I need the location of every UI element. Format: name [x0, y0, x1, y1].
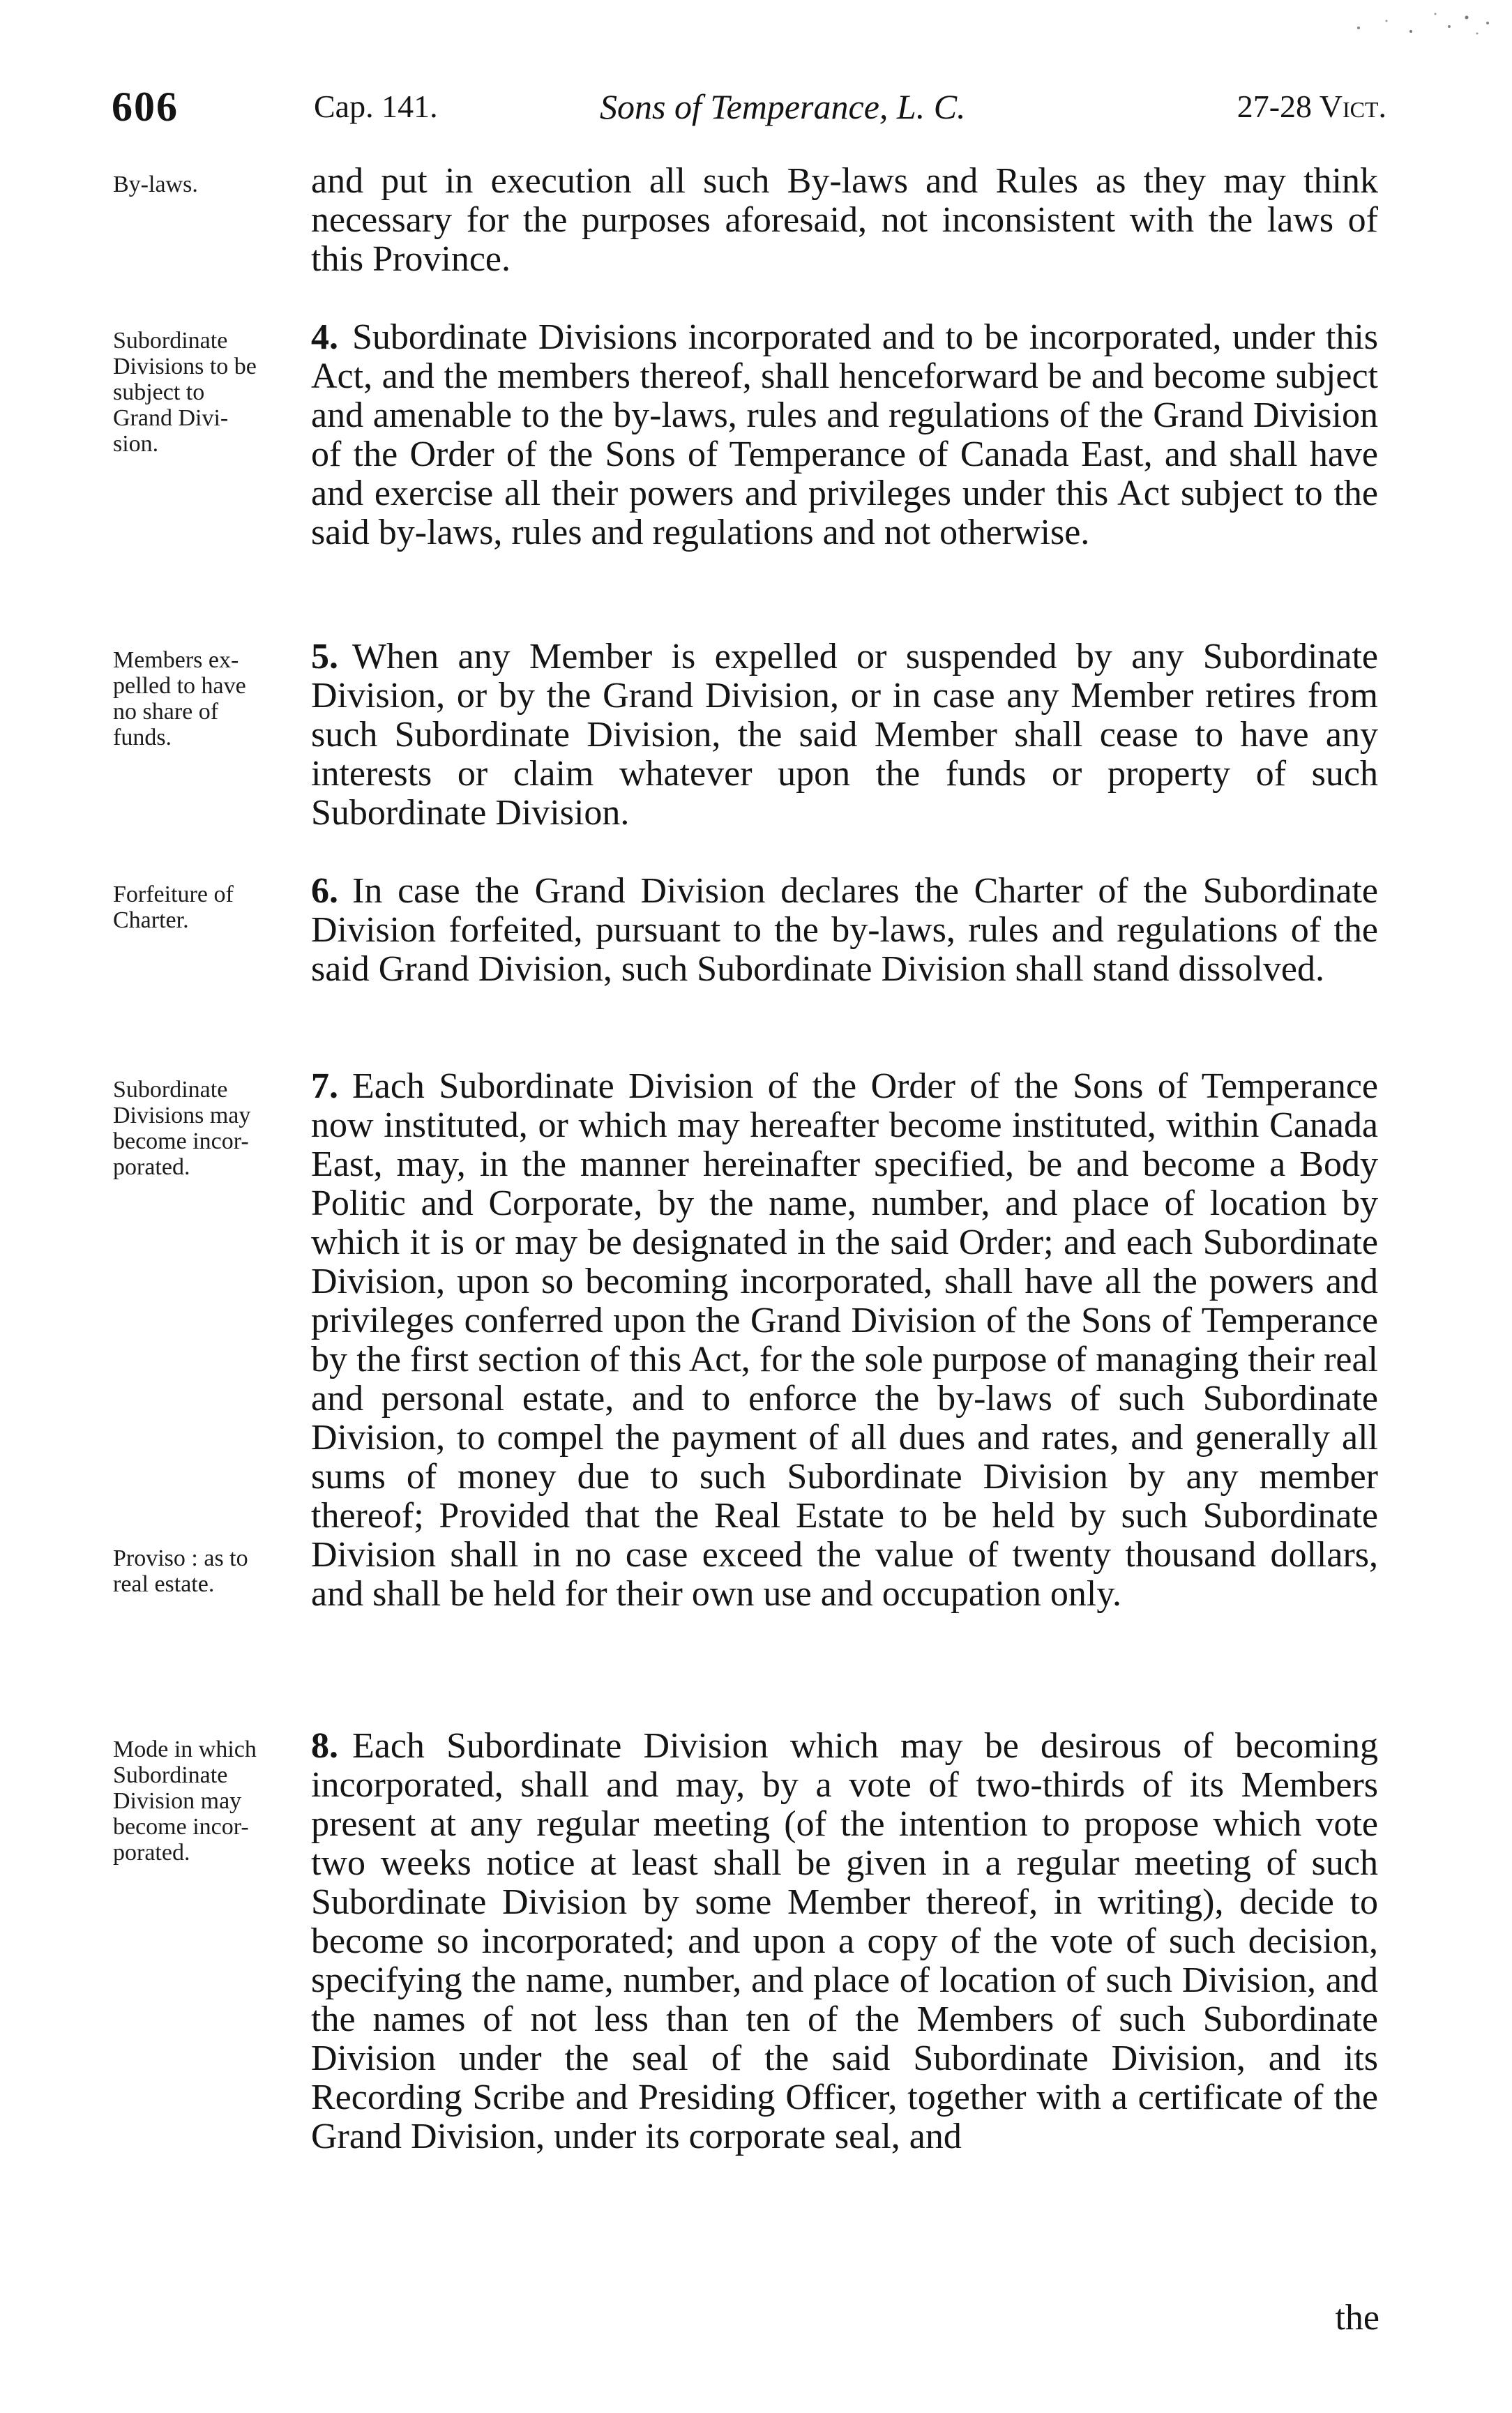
section-number: 8.	[311, 1726, 338, 1766]
margin-note	[113, 328, 312, 457]
section-number: 4.	[311, 317, 338, 357]
section-number: 5.	[311, 637, 338, 676]
section-number: 7.	[311, 1066, 338, 1106]
section-text	[311, 318, 1378, 552]
margin-note-line: Charter.	[113, 907, 189, 933]
margin-note-line: By-laws.	[113, 172, 198, 197]
margin-note-line: Subordinate	[113, 1077, 228, 1103]
margin-note	[113, 647, 312, 750]
margin-note-line: subject to	[113, 379, 205, 405]
margin-note	[113, 1737, 312, 1866]
section-body: In case the Grand Division declares the Charter of the Subordinate Division forfeited, pursuant to the by-laws, rules and regulations of the said Grand Division, such Subordinate Division shall stand dissolved.	[311, 871, 1378, 989]
regnal-year-text: 27-28 Vict.	[1237, 89, 1386, 124]
section-body: Each Subordinate Division of the Order of the Sons of Temperance now instituted, or which may hereafter become instituted, within Canada East, may, in the manner hereinafter specified, be and become a Body Politic and Corporate, by the name, number, and place of location by which it is or may be designated in the said Order; and each Subordinate Division, upon so becoming incorporated, shall have all the powers and privileges conferred upon the Grand Division of the Sons of Temperance by the first section of this Act, for the sole purpose of managing their real and personal estate, and to enforce the by-laws of such Subordinate Division, to compel the payment of all dues and rates, and generally all sums of money due to such Subordinate Division by any member thereof; Provided that the Real Estate to be held by such Subordinate Division shall in no case exceed the value of twenty thousand dollars, and shall be held for their own use and occupation only.	[311, 1066, 1378, 1614]
section-body: Subordinate Divisions incorporated and to be incorporated, under this Act, and the members thereof, shall henceforward be and become subject and amenable to the by-laws, rules and regulations of the Grand Division of the Order of the Sons of Temperance of Canada East, and shall have and exercise all their powers and privileges under this Act subject to the said by-laws, rules and regulations and not otherwise.	[311, 317, 1378, 552]
section-body: When any Member is expelled or suspended by any Subordinate Division, or by the Grand Division, or in case any Member retires from such Subordinate Division, the said Member shall cease to have any interests or claim whatever upon the funds or property of such Subordinate Division.	[311, 637, 1378, 833]
margin-note-line: real estate.	[113, 1571, 215, 1597]
margin-note-line: funds.	[113, 725, 172, 750]
page-number: 606	[112, 84, 179, 130]
margin-note-line: Subordinate	[113, 328, 228, 354]
margin-note-line: Forfeiture of	[113, 882, 234, 907]
section-body: and put in execution all such By-laws and Rules as they may think necessary for the purposes aforesaid, not inconsistent with the laws of this Province.	[311, 161, 1378, 279]
margin-note-line: porated.	[113, 1154, 190, 1180]
section-text	[311, 637, 1378, 833]
regnal-year	[1237, 82, 1386, 131]
margin-note-line: Mode in which	[113, 1737, 257, 1762]
margin-note-line: no share of	[113, 699, 219, 725]
chapter-label: Cap. 141.	[314, 89, 438, 124]
catchword: the	[1335, 2298, 1379, 2338]
margin-note	[113, 1077, 312, 1180]
margin-note-line: Members ex-	[113, 647, 239, 673]
section-text	[311, 1727, 1378, 2156]
margin-note-line: Divisions to be	[113, 354, 257, 379]
section-text	[311, 1067, 1378, 1614]
section-body: Each Subordinate Division which may be desirous of becoming incorporated, shall and may, by a vote of two-thirds of its Members present at any regular meeting (of the intention to propose which vote two weeks notice at least shall be given in a regular meeting of such Subordinate Division by some Member thereof, in writing), decide to become so incorporated; and upon a copy of the vote of such decision, specifying the name, number, and place of location of such Division, and the names of not less than ten of the Members of such Subordinate Division under the seal of the said Subordinate Division, and its Recording Scribe and Presiding Officer, together with a certificate of the Grand Division, under its corporate seal, and	[311, 1726, 1378, 2156]
margin-note-line: porated.	[113, 1840, 190, 1866]
margin-note-line: Grand Divi-	[113, 405, 229, 431]
section-text	[311, 872, 1378, 989]
margin-note-line: become incor-	[113, 1814, 249, 1840]
section-text	[311, 162, 1378, 279]
margin-note	[113, 172, 312, 197]
margin-note-line: Proviso : as to	[113, 1545, 248, 1571]
margin-note-line: sion.	[113, 431, 159, 457]
running-title: Sons of Temperance, L. C.	[600, 87, 966, 126]
section-number: 6.	[311, 871, 338, 911]
margin-note-line: Divisions may	[113, 1103, 251, 1128]
margin-note-proviso	[113, 1545, 312, 1597]
margin-note-line: pelled to have	[113, 673, 246, 699]
margin-specks	[1345, 0, 1498, 49]
margin-note-line: Subordinate	[113, 1762, 228, 1788]
margin-note-line: Division may	[113, 1788, 242, 1814]
margin-note-line: become incor-	[113, 1128, 249, 1154]
margin-note	[113, 882, 312, 933]
